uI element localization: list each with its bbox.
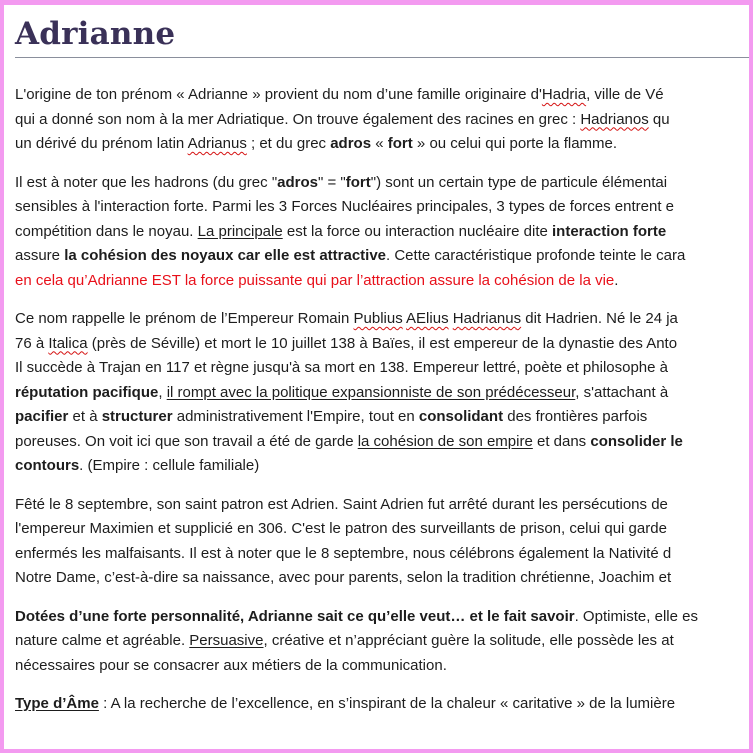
text-run: la cohésion des noyaux car elle est attractive [64,247,387,264]
text-run: L'origine de ton prénom « Adrianne » provient du nom d’une famille originaire d' [15,86,542,103]
text-line [15,430,698,455]
text-run: La principale [197,222,283,240]
spellcheck-word: Hadrianus [452,310,522,327]
paragraph [15,605,698,679]
text-run: Dotées d’une forte personnalité, Adrianne sait ce qu’elle veut… et le fait savoir [15,607,575,625]
text-line [15,566,698,591]
text-run: fort [387,135,413,152]
spellcheck-word: AElius [406,310,449,327]
text-line [15,220,698,245]
text-line [15,356,698,381]
text-run: Fêté le 8 septembre, son saint patron est Adrien. Saint Adrien fut arrêté durant les persécutions de [15,495,668,513]
spellcheck-word: Italica [48,334,88,352]
text-run: nature calme et agréable. [15,632,190,649]
spellcheck-word: Publius [353,310,403,327]
text-line [15,195,698,220]
text-run: . (Empire : cellule familiale) [79,457,260,474]
text-run: et dans [532,432,591,450]
text-run: qui a donné son nom à la mer Adriatique. On trouve également des racines en grec : [15,110,581,128]
text-run: Persuasive [189,632,264,649]
text-run: " = " [318,173,346,191]
text-run: (près de Séville) et mort le 10 juillet 138 à Baïes, il est empereur de la dynastie des Anto [87,334,678,352]
text-run: et à [68,408,102,425]
text-line [15,692,698,717]
text-line [15,493,698,518]
text-line [15,244,698,269]
text-run: qu’Adrianne EST la force puissante qui par l’attraction assure la cohésion de la vie [67,271,615,289]
text-run: consolidant [418,408,504,425]
document-body [15,83,698,731]
text-run: poreuses. On voit ici que son travail a été de garde [15,432,358,450]
paragraph [15,171,698,294]
text-line [15,381,698,406]
text-run: administrativement l'Empire, tout en [172,408,419,425]
text-run: l'empereur Maximien et supplicié en 306. C'est le patron des surveillants de prison, celui qui garde [15,520,667,537]
text-run: , ville de Vé [586,86,664,103]
text-line [15,108,698,133]
text-line [15,605,698,630]
page-title: Adrianne [15,16,176,52]
text-run: . [614,271,619,289]
text-run: pacifier [15,408,69,425]
text-run: . Cette caractéristique profonde teinte le cara [386,247,686,264]
text-line [15,454,698,479]
text-run: . Optimiste, elle es [574,607,698,625]
text-run: fort [345,173,371,191]
spellcheck-word: Hadria [541,86,587,103]
text-run: Ce nom rappelle le prénom de l’Empereur Romain [15,310,354,327]
text-run: , [158,383,167,401]
text-line [15,542,698,567]
text-run: il rompt avec la politique expansionniste de son prédécesseur [166,383,576,401]
text-run: , créative et n’appréciant guère la solitude, elle possède les at [263,632,674,649]
text-run: sensibles à l'interaction forte. Parmi les 3 Forces Nucléaires principales, 3 types de forces entrent e [15,198,675,215]
text-line [15,517,698,542]
text-run: ; et du grec [246,135,331,152]
title-divider [15,57,753,58]
text-line [15,269,698,294]
paragraph [15,307,698,479]
text-line [15,405,698,430]
text-run: 76 à [15,334,49,352]
text-run: en cela [15,271,68,289]
paragraph [15,493,698,591]
paragraph [15,692,698,717]
text-run: adros [277,173,319,191]
text-run: contours [15,457,80,474]
spellcheck-word: Adrianus [187,135,247,152]
text-run: un dérivé du prénom latin [15,135,188,152]
text-run: Type d’Âme [15,695,99,712]
text-line [15,83,698,108]
text-run: réputation pacifique [15,383,159,401]
text-line [15,332,698,357]
paragraph [15,83,698,157]
text-run: structurer [101,408,173,425]
text-run: la cohésion de son empire [357,432,533,450]
text-run: assure [15,247,65,264]
text-run: Notre Dame, c’est-à-dire sa naissance, avec pour parents, selon la tradition chrétienne, Joachim et [15,569,672,586]
text-line [15,654,698,679]
text-run: Il est à noter que les hadrons (du grec " [15,173,278,191]
text-run: qu [648,110,670,128]
text-line [15,307,698,332]
text-run: , s'attachant à [575,383,669,401]
text-run: adros [330,135,372,152]
text-run: Il succède à Trajan en 117 et règne jusqu'à sa mort en 138. Empereur lettré, poète et philosophe à [15,359,668,376]
text-run: est la force ou interaction nucléaire dite [282,222,553,240]
text-run: interaction forte [552,222,667,240]
text-run: enfermés les malfaisants. Il est à noter que le 8 septembre, nous célébrons également la Nativité d [15,544,672,562]
text-line [15,629,698,654]
text-run: nécessaires pour se consacrer aux métiers de la communication. [15,656,447,674]
text-run: des frontières parfois [503,408,648,425]
spellcheck-word: Hadrianos [580,110,649,128]
text-run: dit Hadrien. Né le 24 ja [521,310,678,327]
text-run: compétition dans le noyau. [15,222,198,240]
text-line [15,132,698,157]
text-run: « [371,135,388,152]
text-run: consolider le [590,432,683,450]
text-run: » ou celui qui porte la flamme. [412,135,618,152]
text-line [15,171,698,196]
text-run: ") sont un certain type de particule élémentai [370,173,668,191]
text-run: : A la recherche de l’excellence, en s’inspirant de la chaleur « caritative » de la lumière [98,695,676,712]
